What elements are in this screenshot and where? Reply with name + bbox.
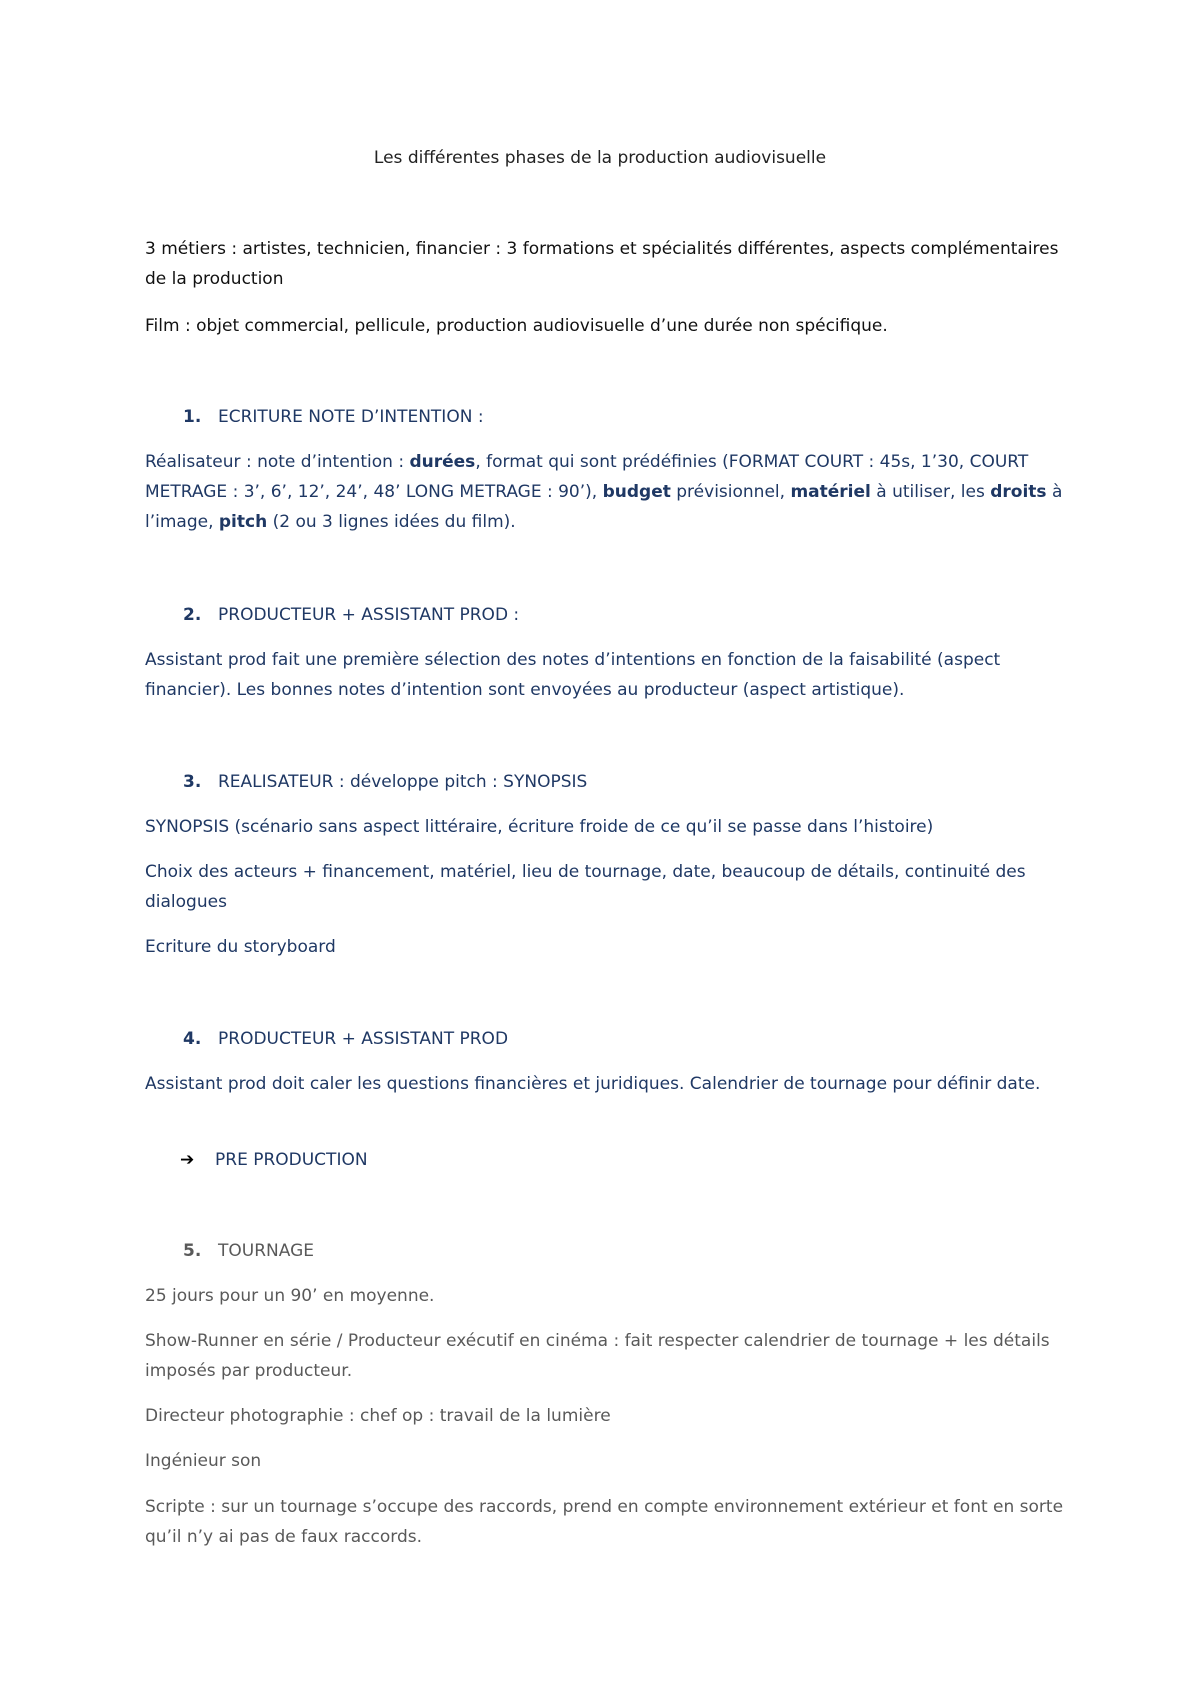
section-1-paragraph: Réalisateur : note d’intention : durées, format qui sont prédéfinies (FORMAT COURT : 45s, 1’30, COURT METRAGE : 3’, 6’, 12’, 24’, 48’ LONG METRAGE : 90’), budget prévisionnel, matériel à utiliser, les droits à l’image, pitch (2 ou 3 lignes idées du film). xyxy=(145,452,1063,532)
section-2-heading xyxy=(183,600,519,630)
document-title: Les différentes phases de la production audiovisuelle xyxy=(373,148,827,168)
section-3-paragraph-1: SYNOPSIS (scénario sans aspect littéraire, écriture froide de ce qu’il se passe dans l’histoire) xyxy=(145,817,934,837)
section-2-title: PRODUCTEUR + ASSISTANT PROD : xyxy=(218,605,520,625)
pre-production-label: PRE PRODUCTION xyxy=(215,1150,368,1170)
intro-metiers-paragraph: 3 métiers : artistes, technicien, financier : 3 formations et spécialités différentes, aspects complémentaires de la production xyxy=(145,239,1059,289)
section-1-number: 1. xyxy=(183,407,202,427)
section-5-paragraph-2: Show-Runner en série / Producteur exécutif en cinéma : fait respecter calendrier de tournage + les détails imposés par producteur. xyxy=(145,1331,1050,1381)
section-5-number: 5. xyxy=(183,1241,202,1261)
section-3-paragraph-3: Ecriture du storyboard xyxy=(145,937,336,957)
arrow-right-icon: ➔ xyxy=(180,1150,195,1170)
section-5-heading xyxy=(183,1236,314,1266)
intro-film-paragraph: Film : objet commercial, pellicule, production audiovisuelle d’une durée non spécifique. xyxy=(145,316,888,336)
section-5-paragraph-3: Directeur photographie : chef op : travail de la lumière xyxy=(145,1406,611,1426)
section-5-title: TOURNAGE xyxy=(218,1241,314,1261)
section-4-paragraph: Assistant prod doit caler les questions financières et juridiques. Calendrier de tournage pour définir date. xyxy=(145,1074,1041,1094)
section-3-number: 3. xyxy=(183,772,202,792)
section-1-title: ECRITURE NOTE D’INTENTION : xyxy=(218,407,484,427)
section-4-title: PRODUCTEUR + ASSISTANT PROD xyxy=(218,1029,509,1049)
section-5-paragraph-4: Ingénieur son xyxy=(145,1451,262,1471)
section-5-paragraph-1: 25 jours pour un 90’ en moyenne. xyxy=(145,1286,435,1306)
section-2-number: 2. xyxy=(183,605,202,625)
section-1-heading xyxy=(183,402,484,432)
section-2-paragraph: Assistant prod fait une première sélection des notes d’intentions en fonction de la faisabilité (aspect financier). Les bonnes notes d’intention sont envoyées au producteur (aspect artistique). xyxy=(145,650,1001,700)
section-3-title: REALISATEUR : développe pitch : SYNOPSIS xyxy=(218,772,588,792)
section-4-heading xyxy=(183,1024,508,1054)
pre-production-item xyxy=(180,1145,368,1175)
section-5-paragraph-5: Scripte : sur un tournage s’occupe des raccords, prend en compte environnement extérieur et font en sorte qu’il n’y ai pas de faux raccords. xyxy=(145,1497,1064,1547)
section-3-heading xyxy=(183,767,587,797)
section-4-number: 4. xyxy=(183,1029,202,1049)
section-3-paragraph-2: Choix des acteurs + financement, matériel, lieu de tournage, date, beaucoup de détails, continuité des dialogues xyxy=(145,862,1026,912)
